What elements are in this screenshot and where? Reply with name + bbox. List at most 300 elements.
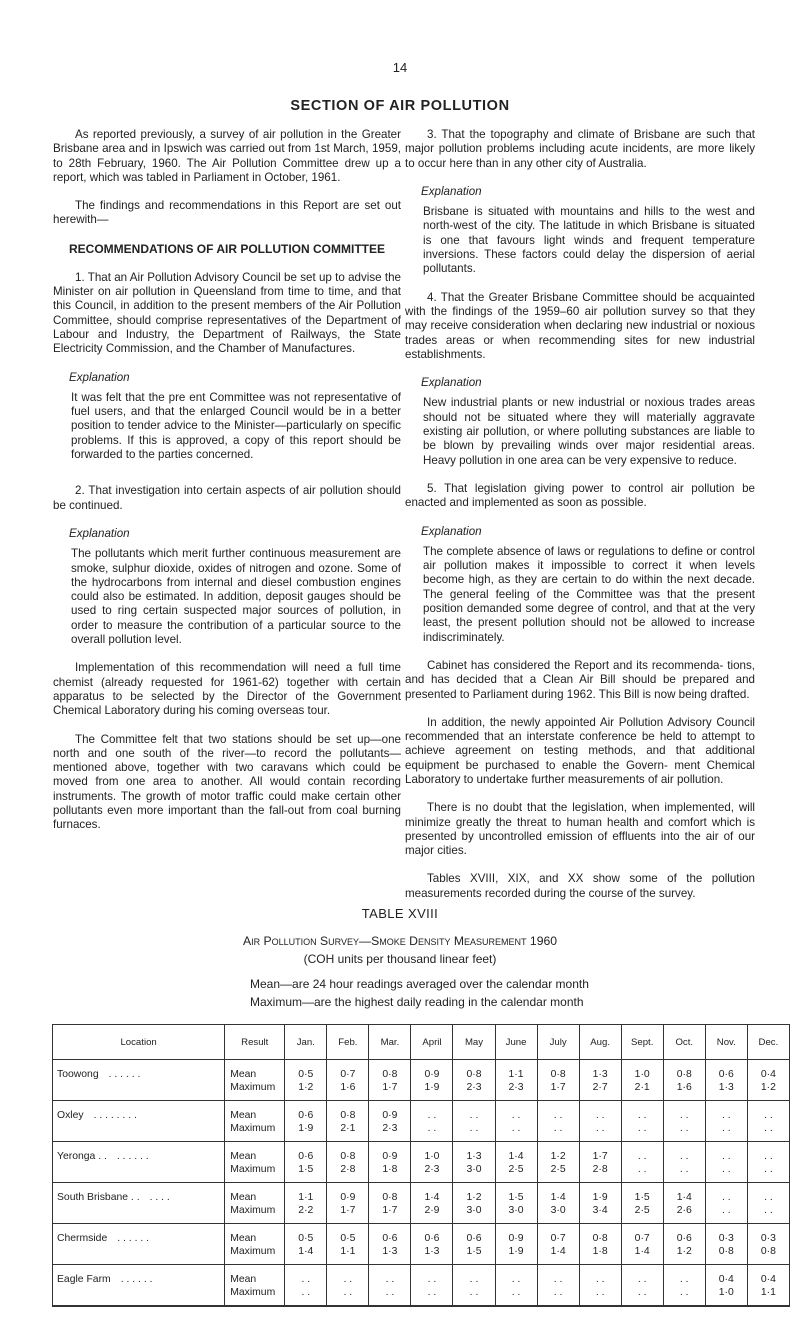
maximum-value: . .	[511, 1122, 521, 1134]
mean-value: 0·6	[424, 1233, 440, 1244]
table-row	[53, 1101, 790, 1142]
maximum-value: . .	[301, 1286, 311, 1298]
month-value-cell	[411, 1060, 453, 1101]
maximum-value: 1·5	[466, 1245, 482, 1257]
month-value-cell	[579, 1101, 621, 1142]
maximum-value: 2·7	[592, 1081, 608, 1093]
smoke-density-table	[52, 1024, 790, 1307]
mean-value: . .	[721, 1110, 731, 1121]
maximum-value: 2·3	[382, 1122, 398, 1134]
month-value-cell	[495, 1060, 537, 1101]
dot-leader: . . . . . .	[116, 1151, 149, 1162]
mean-value: . .	[595, 1110, 605, 1121]
month-value-cell	[705, 1142, 747, 1183]
maximum-value: . .	[637, 1122, 647, 1134]
mean-value: 0·6	[382, 1233, 398, 1244]
mean-value: . .	[385, 1274, 395, 1285]
month-value-cell	[285, 1224, 327, 1265]
maximum-value: 1·3	[382, 1245, 398, 1257]
maximum-value: 3·4	[592, 1204, 608, 1216]
maximum-value: . .	[427, 1286, 437, 1298]
maximum-value: 2·1	[634, 1081, 650, 1093]
mean-value: 0·7	[340, 1069, 356, 1080]
explanation-heading: Explanation	[421, 184, 482, 198]
maximum-value: 1·8	[592, 1245, 608, 1257]
maximum-value: 2·2	[298, 1204, 314, 1216]
maximum-value: 3·0	[550, 1204, 566, 1216]
month-value-cell	[537, 1060, 579, 1101]
month-value-cell	[621, 1101, 663, 1142]
mean-value: 0·8	[382, 1069, 398, 1080]
mean-value: . .	[764, 1151, 773, 1162]
month-value-cell	[369, 1060, 411, 1101]
recommendation-2: 2. That investigation into certain aspects of air pollution should be continued.	[53, 484, 401, 512]
mean-value: 1·0	[634, 1069, 650, 1080]
mean-value: . .	[427, 1274, 437, 1285]
maximum-value: 2·5	[508, 1163, 524, 1175]
left-column	[53, 128, 401, 847]
header-cell: Mar.	[369, 1025, 411, 1060]
month-value-cell	[537, 1142, 579, 1183]
mean-value: 0·9	[382, 1151, 398, 1162]
maximum-value: 2·3	[466, 1081, 482, 1093]
mean-value: 0·3	[718, 1233, 734, 1244]
header-cell: Nov.	[705, 1025, 747, 1060]
month-value-cell	[453, 1101, 495, 1142]
location-cell	[53, 1142, 225, 1183]
maximum-value: . .	[595, 1286, 605, 1298]
maximum-value: 3·0	[508, 1204, 524, 1216]
mean-value: 0·6	[718, 1069, 734, 1080]
location-cell	[53, 1265, 225, 1307]
maximum-value: . .	[679, 1286, 689, 1298]
month-value-cell	[327, 1142, 369, 1183]
mean-value: 1·2	[550, 1151, 566, 1162]
month-value-cell	[495, 1265, 537, 1307]
header-cell: April	[411, 1025, 453, 1060]
mean-value: . .	[721, 1192, 731, 1203]
result-cell	[225, 1224, 285, 1265]
mean-value: 0·8	[550, 1069, 566, 1080]
month-value-cell	[663, 1142, 705, 1183]
month-value-cell	[663, 1101, 705, 1142]
month-value-cell	[411, 1101, 453, 1142]
result-cell	[225, 1060, 285, 1101]
month-value-cell	[453, 1265, 495, 1307]
maximum-value: 2·1	[340, 1122, 356, 1134]
right-column	[405, 128, 755, 915]
header-cell: Jan.	[285, 1025, 327, 1060]
month-value-cell	[747, 1183, 789, 1224]
month-value-cell	[495, 1101, 537, 1142]
mean-value: 0·7	[634, 1233, 650, 1244]
explanation-3: Brisbane is situated with mountains and hills to the west and north-west of the city. The latitude in which Brisbane is situated is one that favours light winds and frequent temperature inversions. These factors could delay the dispersion of aerial pollutants.	[423, 205, 755, 276]
result-mean-label: Mean	[230, 1110, 257, 1121]
maximum-value: . .	[637, 1286, 647, 1298]
maximum-value: 2·8	[340, 1163, 356, 1175]
mean-value: 0·5	[340, 1233, 356, 1244]
header-cell: Oct.	[663, 1025, 705, 1060]
intro-paragraph: As reported previously, a survey of air pollution in the Greater Brisbane area and in Ipswich was carried out from 1st March, 1959, to 28th February, 1960. The Air Pollution Committee drew up a report, which was tabled in Parliament in October, 1961.	[53, 128, 401, 184]
month-value-cell	[621, 1224, 663, 1265]
maximum-value: 1·8	[382, 1163, 398, 1175]
maximum-value: 2·8	[592, 1163, 608, 1175]
dot-leader: . . . . . . . .	[93, 1110, 137, 1121]
mean-value: 0·5	[298, 1233, 314, 1244]
maximum-value: . .	[385, 1286, 395, 1298]
mean-value: 0·9	[340, 1192, 356, 1203]
header-cell: Feb.	[327, 1025, 369, 1060]
mean-value: 1·4	[550, 1192, 566, 1203]
mean-value: 0·5	[298, 1069, 314, 1080]
recommendation-1: 1. That an Air Pollution Advisory Council be set up to advise the Minister on air pollution in Queensland from time to time, and that this Council, in addition to the present members of the Air Pollution Committee, should comprise representatives of the Department of Labour and Industry, the Department of Railways, the State Electricity Commission, and the Chamber of Manufactures.	[53, 270, 401, 356]
result-mean-label: Mean	[230, 1274, 257, 1285]
section-title: SECTION OF AIR POLLUTION	[290, 98, 510, 114]
month-value-cell	[621, 1142, 663, 1183]
maximum-value: 1·0	[718, 1286, 734, 1298]
maximum-value: . .	[427, 1122, 437, 1134]
maximum-value: 2·5	[550, 1163, 566, 1175]
header-cell: Aug.	[579, 1025, 621, 1060]
header-cell: Dec.	[747, 1025, 789, 1060]
mean-value: . .	[553, 1274, 563, 1285]
recommendation-4: 4. That the Greater Brisbane Committee should be acquainted with the findings of the 1959–60 air pollution survey so that they may receive consideration when declaring new industrial or noxious trades areas or when recommending sites for new industrial establishments.	[405, 290, 755, 361]
maximum-value: 1·4	[550, 1245, 566, 1257]
month-value-cell	[411, 1265, 453, 1307]
month-value-cell	[537, 1101, 579, 1142]
mean-value: . .	[595, 1274, 605, 1285]
explanation-4: New industrial plants or new industrial or noxious trades areas should not be situated where they will materially aggravate existing air pollution, or where polluting substances are liable to be blown by prevailing winds over major residential areas. Heavy pollution in one area can be very expensive to reduce.	[423, 396, 755, 467]
month-value-cell	[621, 1060, 663, 1101]
maximum-value: 3·0	[466, 1163, 482, 1175]
month-value-cell	[705, 1224, 747, 1265]
mean-value: 1·2	[466, 1192, 482, 1203]
table-row	[53, 1224, 790, 1265]
month-value-cell	[495, 1183, 537, 1224]
month-value-cell	[537, 1265, 579, 1307]
mean-value: 0·8	[382, 1192, 398, 1203]
location-name: Yeronga . .	[57, 1151, 107, 1162]
month-value-cell	[327, 1101, 369, 1142]
mean-value: 0·7	[550, 1233, 566, 1244]
month-value-cell	[537, 1224, 579, 1265]
mean-value: 1·3	[466, 1151, 482, 1162]
month-value-cell	[453, 1142, 495, 1183]
month-value-cell	[285, 1060, 327, 1101]
table-header-row	[53, 1025, 790, 1060]
maximum-value: . .	[553, 1286, 563, 1298]
table-row	[53, 1265, 790, 1307]
mean-value: 0·8	[676, 1069, 692, 1080]
maximum-value: 1·7	[550, 1081, 566, 1093]
mean-value: . .	[511, 1274, 521, 1285]
location-name: Chermside	[57, 1233, 108, 1244]
month-value-cell	[747, 1060, 789, 1101]
month-value-cell	[369, 1265, 411, 1307]
maximum-value: 0·8	[718, 1245, 734, 1257]
explanation-1: It was felt that the pre ent Committee was not representative of fuel users, and that the enlarged Council would be in a better position to tender advice to the Minister—particularly on specific problems. If this is approved, a copy of this report should be forwarded to the parties concerned.	[71, 390, 401, 462]
month-value-cell	[621, 1265, 663, 1307]
location-cell	[53, 1183, 225, 1224]
maximum-value: 1·3	[424, 1245, 440, 1257]
maximum-value: 1·9	[424, 1081, 440, 1093]
maximum-value: 2·6	[676, 1204, 692, 1216]
explanation-heading: Explanation	[421, 376, 482, 390]
mean-value: 1·1	[508, 1069, 524, 1080]
result-cell	[225, 1142, 285, 1183]
month-value-cell	[663, 1183, 705, 1224]
implementation-paragraph: Implementation of this recommendation will need a full time chemist (already requested for 1961-62) together with certain apparatus to be selected by the Director of the Government Chemical Laboratory during his coming overseas tour.	[53, 661, 401, 718]
result-maximum-label: Maximum	[230, 1122, 276, 1134]
maximum-value: 1·1	[340, 1245, 356, 1257]
recommendation-3: 3. That the topography and climate of Brisbane are such that major pollution problems including acute incidents, are more likely to occur here than in any other city of Australia.	[405, 128, 755, 170]
mean-value: 1·4	[676, 1192, 692, 1203]
maximum-value: . .	[721, 1163, 731, 1175]
maximum-value: 1·5	[298, 1163, 314, 1175]
location-name: South Brisbane . .	[57, 1192, 140, 1203]
maximum-value: . .	[721, 1204, 731, 1216]
mean-value: 0·4	[718, 1274, 734, 1285]
mean-value: 0·8	[340, 1110, 356, 1121]
location-cell	[53, 1101, 225, 1142]
mean-value: 0·9	[382, 1110, 398, 1121]
maximum-value: . .	[679, 1163, 689, 1175]
mean-value: . .	[469, 1274, 479, 1285]
recommendation-5: 5. That legislation giving power to control air pollution be enacted and implemented as soon as possible.	[405, 481, 755, 510]
findings-paragraph: The findings and recommendations in this Report are set out herewith—	[53, 199, 401, 227]
location-name: Toowong	[57, 1069, 99, 1080]
dot-leader: . . . . . .	[120, 1274, 153, 1285]
mean-value: 0·3	[760, 1233, 776, 1244]
result-cell	[225, 1101, 285, 1142]
maximum-value: 1·6	[340, 1081, 356, 1093]
month-value-cell	[705, 1183, 747, 1224]
maximum-value: . .	[764, 1122, 773, 1134]
legislation-paragraph: There is no doubt that the legislation, when implemented, will minimize greatly the threat to human health and comfort which is presented by uncontrolled emission of effluents into the air of our major cities.	[405, 801, 755, 858]
table-note-maximum: Maximum—are the highest daily reading in the calendar month	[250, 995, 584, 1009]
month-value-cell	[663, 1265, 705, 1307]
maximum-value: . .	[553, 1122, 563, 1134]
month-value-cell	[285, 1265, 327, 1307]
mean-value: 0·8	[466, 1069, 482, 1080]
mean-value: 1·7	[592, 1151, 608, 1162]
explanation-5: The complete absence of laws or regulations to define or control air pollution makes it impossible to correct it when levels become high, as they are certain to do within the next decade. The general feeling of the Committee was that the present position demanded some degree of control, and that at the very least, the present pollution should not be allowed to increase indiscriminately.	[423, 544, 755, 644]
result-mean-label: Mean	[230, 1192, 257, 1203]
maximum-value: . .	[595, 1122, 605, 1134]
maximum-value: 1·9	[508, 1245, 524, 1257]
mean-value: . .	[679, 1151, 689, 1162]
mean-value: 1·1	[298, 1192, 314, 1203]
mean-value: . .	[427, 1110, 437, 1121]
mean-value: 1·4	[508, 1151, 524, 1162]
explanation-2: The pollutants which merit further continuous measurement are smoke, sulphur dioxide, oxides of nitrogen and ozone. Some of the hydrocarbons from internal and diesel combustion engines could also be estimated. In addition, deposit gauges should be used to ring certain suspected major sources of pollution, in order to measure the contribution of a particular source to the overall pollution level.	[71, 547, 401, 647]
month-value-cell	[327, 1265, 369, 1307]
month-value-cell	[327, 1183, 369, 1224]
result-maximum-label: Maximum	[230, 1163, 276, 1175]
mean-value: . .	[764, 1192, 773, 1203]
maximum-value: 1·7	[382, 1081, 398, 1093]
explanation-heading: Explanation	[69, 526, 130, 540]
result-mean-label: Mean	[230, 1069, 257, 1080]
mean-value: 0·4	[760, 1274, 776, 1285]
mean-value: . .	[637, 1274, 647, 1285]
month-value-cell	[369, 1142, 411, 1183]
result-maximum-label: Maximum	[230, 1204, 276, 1216]
month-value-cell	[747, 1101, 789, 1142]
month-value-cell	[369, 1183, 411, 1224]
maximum-value: 1·7	[382, 1204, 398, 1216]
mean-value: 1·9	[592, 1192, 608, 1203]
table-row	[53, 1142, 790, 1183]
mean-value: 0·8	[340, 1151, 356, 1162]
month-value-cell	[285, 1183, 327, 1224]
cabinet-paragraph: Cabinet has considered the Report and its recommenda- tions, and has decided that a Clean Air Bill should be prepared and presented to Parliament during 1962. This Bill is now being drafted.	[405, 658, 755, 701]
maximum-value: . .	[679, 1122, 689, 1134]
month-value-cell	[369, 1224, 411, 1265]
month-value-cell	[705, 1060, 747, 1101]
month-value-cell	[579, 1183, 621, 1224]
maximum-value: 1·9	[298, 1122, 314, 1134]
month-value-cell	[285, 1101, 327, 1142]
maximum-value: . .	[764, 1163, 773, 1175]
maximum-value: . .	[343, 1286, 353, 1298]
header-cell: Sept.	[621, 1025, 663, 1060]
mean-value: . .	[511, 1110, 521, 1121]
mean-value: 0·6	[676, 1233, 692, 1244]
month-value-cell	[579, 1265, 621, 1307]
mean-value: . .	[764, 1110, 773, 1121]
mean-value: 1·0	[424, 1151, 440, 1162]
month-value-cell	[579, 1142, 621, 1183]
location-name: Eagle Farm	[57, 1274, 111, 1285]
month-value-cell	[411, 1142, 453, 1183]
header-cell: Location	[53, 1025, 225, 1060]
header-cell: Result	[225, 1025, 285, 1060]
maximum-value: 2·3	[424, 1163, 440, 1175]
mean-value: . .	[679, 1274, 689, 1285]
maximum-value: 3·0	[466, 1204, 482, 1216]
month-value-cell	[327, 1224, 369, 1265]
council-paragraph: In addition, the newly appointed Air Pollution Advisory Council recommended that an interstate conference be held to attempt to achieve agreement on testing methods, and that additional equipment be purchased to enable the Govern- ment Chemical Laboratory to undertake further measurements of air pollution.	[405, 715, 755, 786]
month-value-cell	[453, 1224, 495, 1265]
maximum-value: 1·3	[718, 1081, 734, 1093]
mean-value: 0·6	[466, 1233, 482, 1244]
month-value-cell	[579, 1060, 621, 1101]
mean-value: . .	[301, 1274, 311, 1285]
location-cell	[53, 1060, 225, 1101]
mean-value: 0·4	[760, 1069, 776, 1080]
mean-value: . .	[721, 1151, 731, 1162]
month-value-cell	[663, 1060, 705, 1101]
month-value-cell	[579, 1224, 621, 1265]
month-value-cell	[453, 1183, 495, 1224]
tables-paragraph: Tables XVIII, XIX, and XX show some of the pollution measurements recorded during the course of the survey.	[405, 872, 755, 900]
mean-value: . .	[343, 1274, 353, 1285]
table-units: (COH units per thousand linear feet)	[303, 952, 497, 966]
result-mean-label: Mean	[230, 1151, 257, 1162]
page-number: 14	[392, 60, 408, 75]
result-cell	[225, 1183, 285, 1224]
month-value-cell	[453, 1060, 495, 1101]
maximum-value: 1·2	[676, 1245, 692, 1257]
month-value-cell	[747, 1265, 789, 1307]
mean-value: 0·8	[592, 1233, 608, 1244]
mean-value: 1·5	[634, 1192, 650, 1203]
maximum-value: 1·4	[298, 1245, 314, 1257]
maximum-value: 1·1	[760, 1286, 776, 1298]
maximum-value: . .	[764, 1204, 773, 1216]
month-value-cell	[327, 1060, 369, 1101]
header-cell: June	[495, 1025, 537, 1060]
month-value-cell	[663, 1224, 705, 1265]
mean-value: 0·9	[508, 1233, 524, 1244]
maximum-value: . .	[721, 1122, 731, 1134]
result-maximum-label: Maximum	[230, 1245, 276, 1257]
maximum-value: . .	[469, 1286, 479, 1298]
month-value-cell	[411, 1183, 453, 1224]
mean-value: 0·6	[298, 1151, 314, 1162]
table-row	[53, 1183, 790, 1224]
mean-value: 1·3	[592, 1069, 608, 1080]
maximum-value: . .	[469, 1122, 479, 1134]
maximum-value: . .	[637, 1163, 647, 1175]
mean-value: . .	[637, 1110, 647, 1121]
mean-value: . .	[679, 1110, 689, 1121]
month-value-cell	[537, 1183, 579, 1224]
dot-leader: . . . .	[149, 1192, 170, 1203]
explanation-heading: Explanation	[69, 370, 130, 384]
month-value-cell	[747, 1142, 789, 1183]
dot-leader: . . . . . .	[108, 1069, 141, 1080]
table-body	[53, 1060, 790, 1307]
month-value-cell	[705, 1265, 747, 1307]
month-value-cell	[705, 1101, 747, 1142]
location-cell	[53, 1224, 225, 1265]
mean-value: 0·6	[298, 1110, 314, 1121]
maximum-value: 1·7	[340, 1204, 356, 1216]
month-value-cell	[621, 1183, 663, 1224]
mean-value: . .	[553, 1110, 563, 1121]
table-row	[53, 1060, 790, 1101]
month-value-cell	[495, 1224, 537, 1265]
maximum-value: 1·6	[676, 1081, 692, 1093]
table-title: TABLE XVIII	[361, 906, 439, 921]
maximum-value: 1·2	[298, 1081, 314, 1093]
maximum-value: 2·5	[634, 1204, 650, 1216]
stations-paragraph: The Committee felt that two stations should be set up—one north and one south of the river—to record the pollutants—mentioned above, together with two caravans which could be moved from one area to another. All would contain recording instruments. The growth of motor traffic could make certain other pollutants even more important than the fall-out from coal burning furnaces.	[53, 732, 401, 832]
result-cell	[225, 1265, 285, 1307]
result-mean-label: Mean	[230, 1233, 257, 1244]
mean-value: . .	[469, 1110, 479, 1121]
month-value-cell	[411, 1224, 453, 1265]
month-value-cell	[369, 1101, 411, 1142]
mean-value: 0·9	[424, 1069, 440, 1080]
recommendations-heading: RECOMMENDATIONS OF AIR POLLUTION COMMITTEE	[69, 241, 385, 256]
table-subtitle: Air Pollution Survey—Smoke Density Measurement 1960	[242, 934, 558, 948]
maximum-value: 2·9	[424, 1204, 440, 1216]
maximum-value: 1·2	[760, 1081, 776, 1093]
mean-value: 1·4	[424, 1192, 440, 1203]
maximum-value: 2·3	[508, 1081, 524, 1093]
month-value-cell	[495, 1142, 537, 1183]
month-value-cell	[285, 1142, 327, 1183]
result-maximum-label: Maximum	[230, 1286, 276, 1298]
dot-leader: . . . . . .	[117, 1233, 150, 1244]
maximum-value: . .	[511, 1286, 521, 1298]
table-note-mean: Mean—are 24 hour readings averaged over the calendar month	[250, 977, 589, 991]
header-cell: May	[453, 1025, 495, 1060]
mean-value: . .	[637, 1151, 647, 1162]
